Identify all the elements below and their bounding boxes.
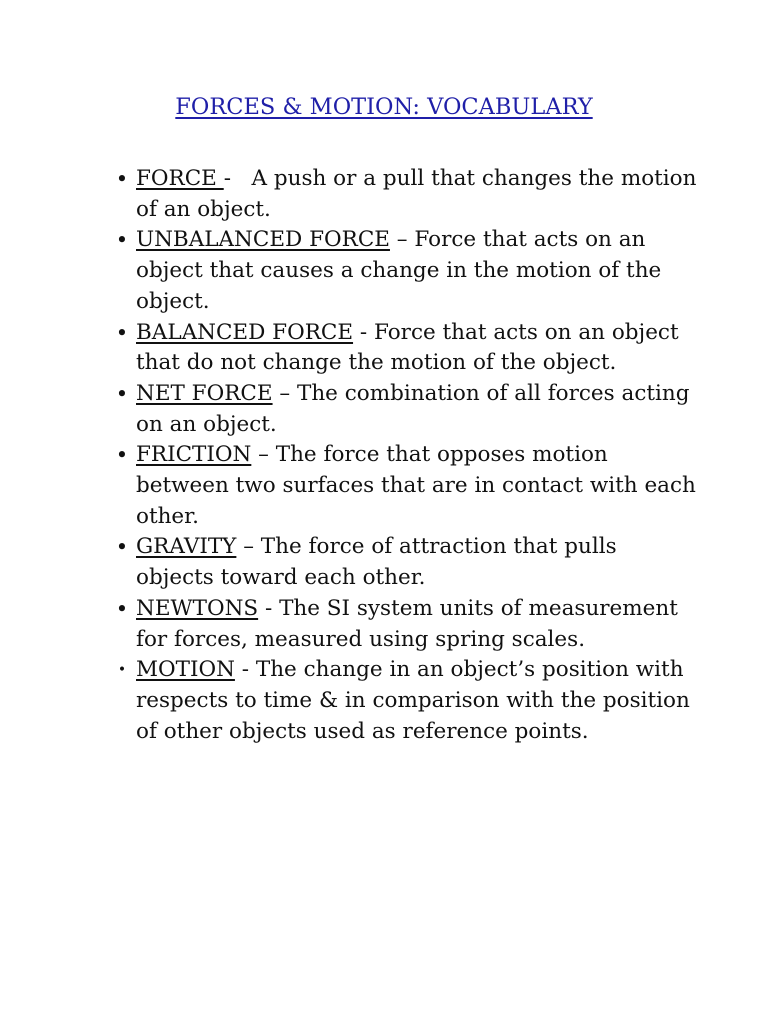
list-item-motion xyxy=(0,655,768,747)
bullet-dot-icon: • xyxy=(115,535,129,560)
list-item-net-force xyxy=(0,379,768,440)
term-separator: – xyxy=(272,380,297,406)
term-definition: Force that acts on an object that do not change the motion of the object. xyxy=(136,319,679,376)
list-item-balanced-force xyxy=(0,318,768,379)
term-definition: The force of attraction that pulls objects toward each other. xyxy=(136,534,617,591)
list-item-friction xyxy=(0,440,768,532)
term-separator: – xyxy=(389,227,415,253)
list-item-gravity xyxy=(0,532,768,593)
bullet-dot-icon: • xyxy=(115,167,129,191)
term-definition: The SI system units of measurement for forces, measured using spring scales. xyxy=(136,595,678,652)
term-separator: – xyxy=(251,442,276,468)
term-definition: A push or a pull that changes the motion of an object. xyxy=(136,166,697,222)
term-definition: The change in an object’s position with respects to time & in comparison with the position of other objects used as reference points. xyxy=(136,657,690,744)
term-label: GRAVITY xyxy=(136,534,237,560)
term-label: MOTION xyxy=(136,657,235,683)
bullet-dot-icon: • xyxy=(115,228,129,253)
bullet-dot-icon: • xyxy=(115,320,129,345)
term-separator: - xyxy=(234,657,256,683)
bullet-dot-icon: • xyxy=(117,662,127,679)
term-definition: The force that opposes motion between two surfaces that are in contact with each other. xyxy=(136,442,696,529)
term-label: NEWTONS xyxy=(136,595,259,621)
term-separator: - xyxy=(223,166,252,191)
bullet-dot-icon: • xyxy=(115,596,129,621)
bullet-dot-icon: • xyxy=(115,443,129,468)
term-label: BALANCED FORCE xyxy=(136,319,354,345)
term-definition: The combination of all forces acting on an object. xyxy=(136,380,690,437)
term-separator: – xyxy=(236,534,261,560)
term-separator: - xyxy=(258,595,280,621)
term-label: FORCE xyxy=(136,166,224,191)
term-separator: - xyxy=(353,319,374,345)
list-item-newtons xyxy=(0,594,768,655)
vocabulary-list xyxy=(0,164,768,747)
term-label: UNBALANCED FORCE xyxy=(136,227,390,253)
list-item-unbalanced-force xyxy=(0,225,768,317)
term-label: NET FORCE xyxy=(136,380,273,406)
bullet-dot-icon: • xyxy=(115,381,129,406)
list-item-force xyxy=(0,164,768,225)
term-definition: Force that acts on an object that causes a change in the motion of the object. xyxy=(136,227,662,314)
term-label: FRICTION xyxy=(136,442,252,468)
page-title: FORCES & MOTION: VOCABULARY xyxy=(175,94,593,120)
